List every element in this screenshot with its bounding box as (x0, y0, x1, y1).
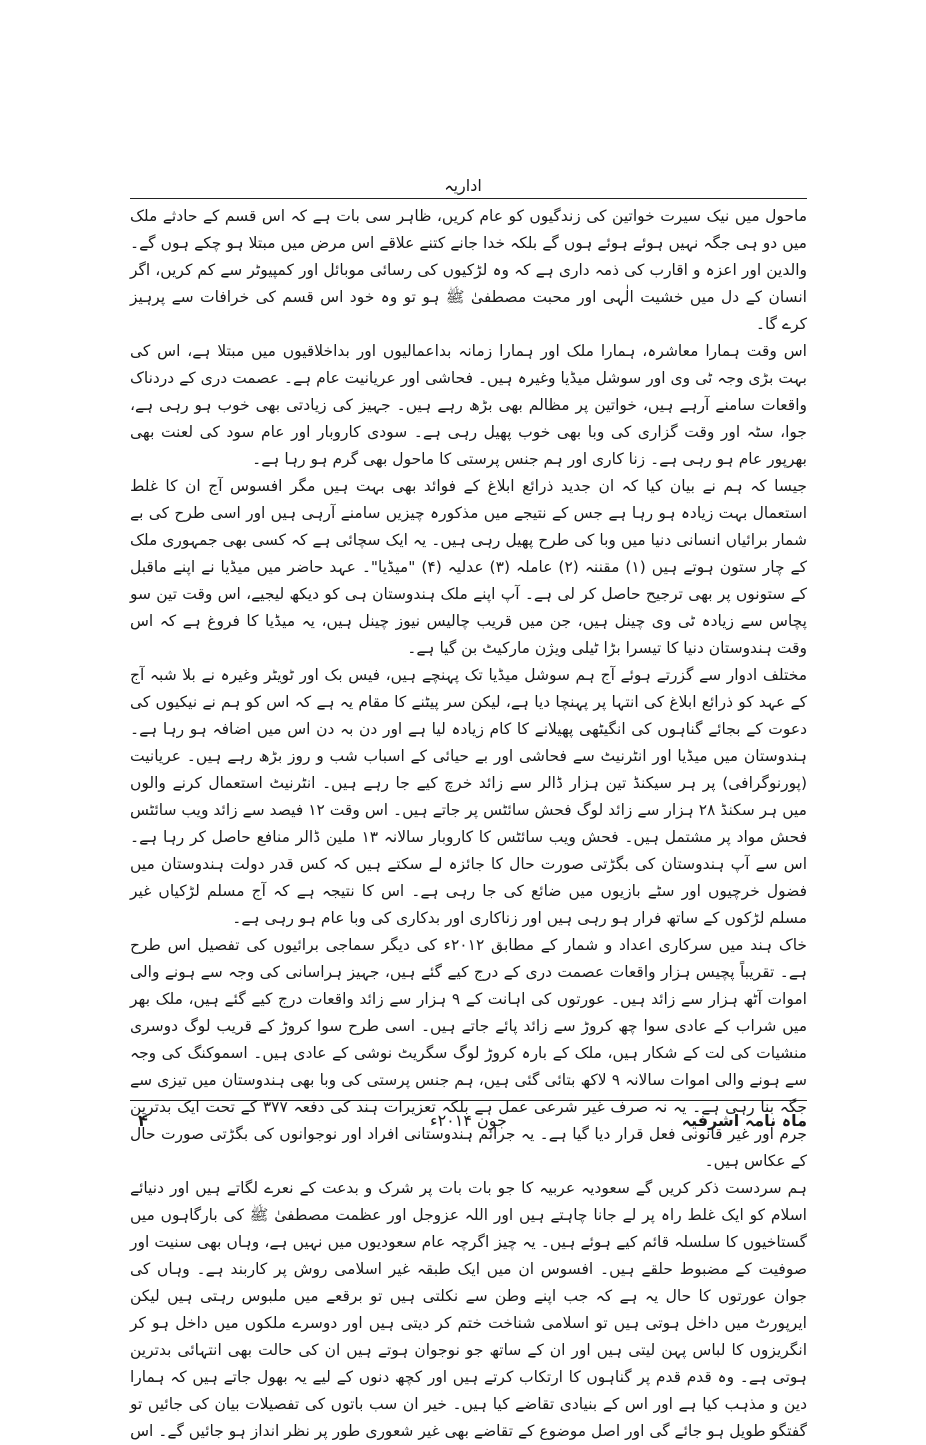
paragraph: مختلف ادوار سے گزرتے ہوئے آج ہم سوشل میڈیا تک پہنچے ہیں، فیس بک اور ٹویٹر وغیرہ نے بلا شبہ آج کے عہد کو ذرائع ابلاغ کی انتہا پر پہنچا دیا ہے، لیکن سر پیٹنے کا مقام یہ ہے کہ اس کو ہم نے نیکیوں کی دعوت کے بجائے گناہوں کی انگیٹھی پھیلانے کا کام زیادہ لیا ہے اور دن بہ دن اس میں اضافہ ہو رہا ہے۔ ہندوستان میں میڈیا اور انٹرنیٹ سے فحاشی اور بے حیائی کے اسباب شب و روز بڑھ رہے ہیں۔ عریانیت (پورنوگرافی) پر ہر سیکنڈ تین ہزار ڈالر سے زائد خرچ کیے جا رہے ہیں۔ انٹرنیٹ استعمال کرنے والوں میں ہر سکنڈ ۲۸ ہزار سے زائد لوگ فحش سائٹس پر جاتے ہیں۔ اس وقت ۱۲ فیصد سے زائد ویب سائٹس فحش مواد پر مشتمل ہیں۔ فحش ویب سائٹس کا کاروبار سالانہ ۱۳ ملین ڈالر منافع حاصل کر رہا ہے۔ اس سے آپ ہندوستان کی بگڑتی صورت حال کا جائزہ لے سکتے ہیں کہ کس قدر دولت ہندوستان میں فضول خرچیوں اور سٹے بازیوں میں ضائع کی جا رہی ہے۔ اس کا نتیجہ ہے کہ آج مسلم لڑکیاں غیر مسلم لڑکوں کے ساتھ فرار ہو رہی ہیں اور زناکاری اور بدکاری کی وبا عام ہو رہی ہے۔ (130, 666, 808, 927)
section-title: اداریہ (444, 176, 482, 195)
paragraph: ماحول میں نیک سیرت خواتین کی زندگیوں کو عام کریں، ظاہر سی بات ہے کہ اس قسم کے حادثے ملک میں دو ہی جگہ نہیں ہوئے ہوئے ہوں گے بلکہ خدا جانے کتنے علاقے اس مرض میں مبتلا ہو چکے ہوں گے۔ والدین اور اعزہ و اقارب کی ذمہ داری ہے کہ وہ لڑکیوں کی رسائی موبائل اور کمپیوٹر سے کم کریں، اگر انسان کے دل میں خشیت الٰہی اور محبت مصطفیٰ ﷺ ہو تو وہ خود اس قسم کی خرافات سے پرہیز کرے گا۔ (130, 207, 807, 333)
page-header (0, 176, 926, 196)
paragraph: خاک ہند میں سرکاری اعداد و شمار کے مطابق ۲۰۱۲ء کی دیگر سماجی برائیوں کی تفصیل اس طرح ہے۔ تقریباً پچیس ہزار واقعات عصمت دری کے درج کیے گئے ہیں، جہیز ہراسانی کی وجہ سے ہونے والی اموات آٹھ ہزار سے زائد ہیں۔ عورتوں کی اہانت کے ۹ ہزار سے زائد واقعات درج کیے گئے ہیں، ملک بھر میں شراب کے عادی سوا چھ کروڑ سے زائد پائے جاتے ہیں۔ اسی طرح سوا کروڑ کے قریب لوگ دوسری منشیات کی لت کے شکار ہیں، ملک کے بارہ کروڑ لوگ سگریٹ نوشی کے عادی ہیں۔ اسموکنگ کی وجہ سے ہونے والی اموات سالانہ ۹ لاکھ بتائی گئی ہیں، ہم جنس پرستی کی وبا بھی ہندوستان میں تیزی سے جگہ بنا رہی ہے۔ یہ نہ صرف غیر شرعی عمل ہے بلکہ تعزیرات ہند کی دفعہ ۳۷۷ کے تحت ایک بدترین جرم اور غیر قانونی فعل قرار دیا گیا ہے۔ یہ جرائم ہندوستانی افراد اور نوجوانوں کی بگڑتی صورت حال کے عکاس ہیں۔ (130, 936, 807, 1170)
footer-divider (130, 1100, 807, 1101)
paragraph: ہم سردست ذکر کریں گے سعودیہ عربیہ کا جو بات بات پر شرک و بدعت کے نعرے لگاتے ہیں اور دنیائے اسلام کو ایک غلط راہ پر لے جانا چاہتے ہیں اور اللہ عزوجل اور عظمت مصطفیٰ ﷺ کی بارگاہوں میں گستاخیوں کا سلسلہ قائم کیے ہوئے ہیں۔ یہ چیز اگرچہ عام سعودیوں میں نہیں ہے، وہاں بھی سنیت اور صوفیت کے مضبوط حلقے ہیں۔ افسوس ان میں ایک طبقہ غیر اسلامی روش پر کاربند ہے۔ وہاں کی جوان عورتوں کا حال یہ ہے کہ جب اپنے وطن سے نکلتی ہیں تو برقعے میں ملبوس رہتی ہیں لیکن ایرپورٹ میں داخل ہوتی ہیں تو اسلامی شناخت ختم کر دیتی ہیں اور دوسرے ملکوں میں داخل ہو کر انگریزوں کا لباس پہن لیتی ہیں اور ان کے ساتھ جو نوجوان ہوتے ہیں ان کی حالت بھی انتہائی بدترین ہوتی ہے۔ وہ قدم قدم پر گناہوں کا ارتکاب کرتے ہیں اور کچھ دنوں کے لیے یہ بھول جاتے ہیں کہ ہمارا دین و مذہب کیا ہے اور اس کے بنیادی تقاضے کیا ہیں۔ خیر ان سب باتوں کی تفصیلات بیان کی جائیں تو گفتگو طویل ہو جائے گی اور اصل موضوع کے تقاضے بھی غیر شعوری طور پر نظر انداز ہو جائیں گے۔ اس (130, 1179, 807, 1440)
header-divider (130, 198, 807, 199)
paragraph: اس وقت ہمارا معاشرہ، ہمارا ملک اور ہمارا زمانہ بداعمالیوں اور بداخلاقیوں میں مبتلا ہے، اس کی بہت بڑی وجہ ٹی وی اور سوشل میڈیا وغیرہ ہیں۔ فحاشی اور عریانیت عام ہے۔ عصمت دری کے دردناک واقعات سامنے آرہے ہیں، خواتین پر مظالم بھی بڑھ رہے ہیں۔ جہیز کی زیادتی بھی خوب ہو رہی ہے، جوا، سٹہ اور وقت گزاری کی وبا بھی خوب پھیل رہی ہے۔ سودی کاروبار اور عام سود کی لعنت بھی بھرپور عام ہو رہی ہے۔ زنا کاری اور ہم جنس پرستی کا ماحول بھی گرم ہو رہا ہے۔ (130, 342, 807, 468)
page-footer (130, 1108, 807, 1134)
magazine-name: ماہ نامہ اشرفیہ (681, 1111, 807, 1130)
page-number: ۴ (138, 1111, 148, 1130)
issue-date: جون ۲۰۱۴ء (430, 1111, 507, 1130)
paragraph: جیسا کہ ہم نے بیان کیا کہ ان جدید ذرائع ابلاغ کے فوائد بھی بہت ہیں مگر افسوس آج ان کا غلط استعمال بہت زیادہ ہو رہا ہے جس کے نتیجے میں مذکورہ چیزیں سامنے آرہی ہیں اور اسی طرح کی بے شمار برائیاں انسانی دنیا میں وبا کی طرح پھیل رہی ہیں۔ یہ ایک سچائی ہے کہ کسی بھی جمہوری ملک کے چار ستون ہوتے ہیں (۱) مقننہ (۲) عاملہ (۳) عدلیہ (۴) "میڈیا"۔ عہد حاضر میں میڈیا نے اپنے ماقبل کے ستونوں پر بھی ترجیح حاصل کر لی ہے۔ آپ اپنے ملک ہندوستان ہی کو دیکھ لیجیے، اس وقت تین سو پچاس سے زیادہ ٹی وی چینل ہیں، جن میں قریب چالیس نیوز چینل ہیں، یہ میڈیا کا فروغ ہے کہ اس وقت ہندوستان دنیا کا تیسرا بڑا ٹیلی ویژن مارکیٹ بن گیا ہے۔ (130, 477, 808, 657)
